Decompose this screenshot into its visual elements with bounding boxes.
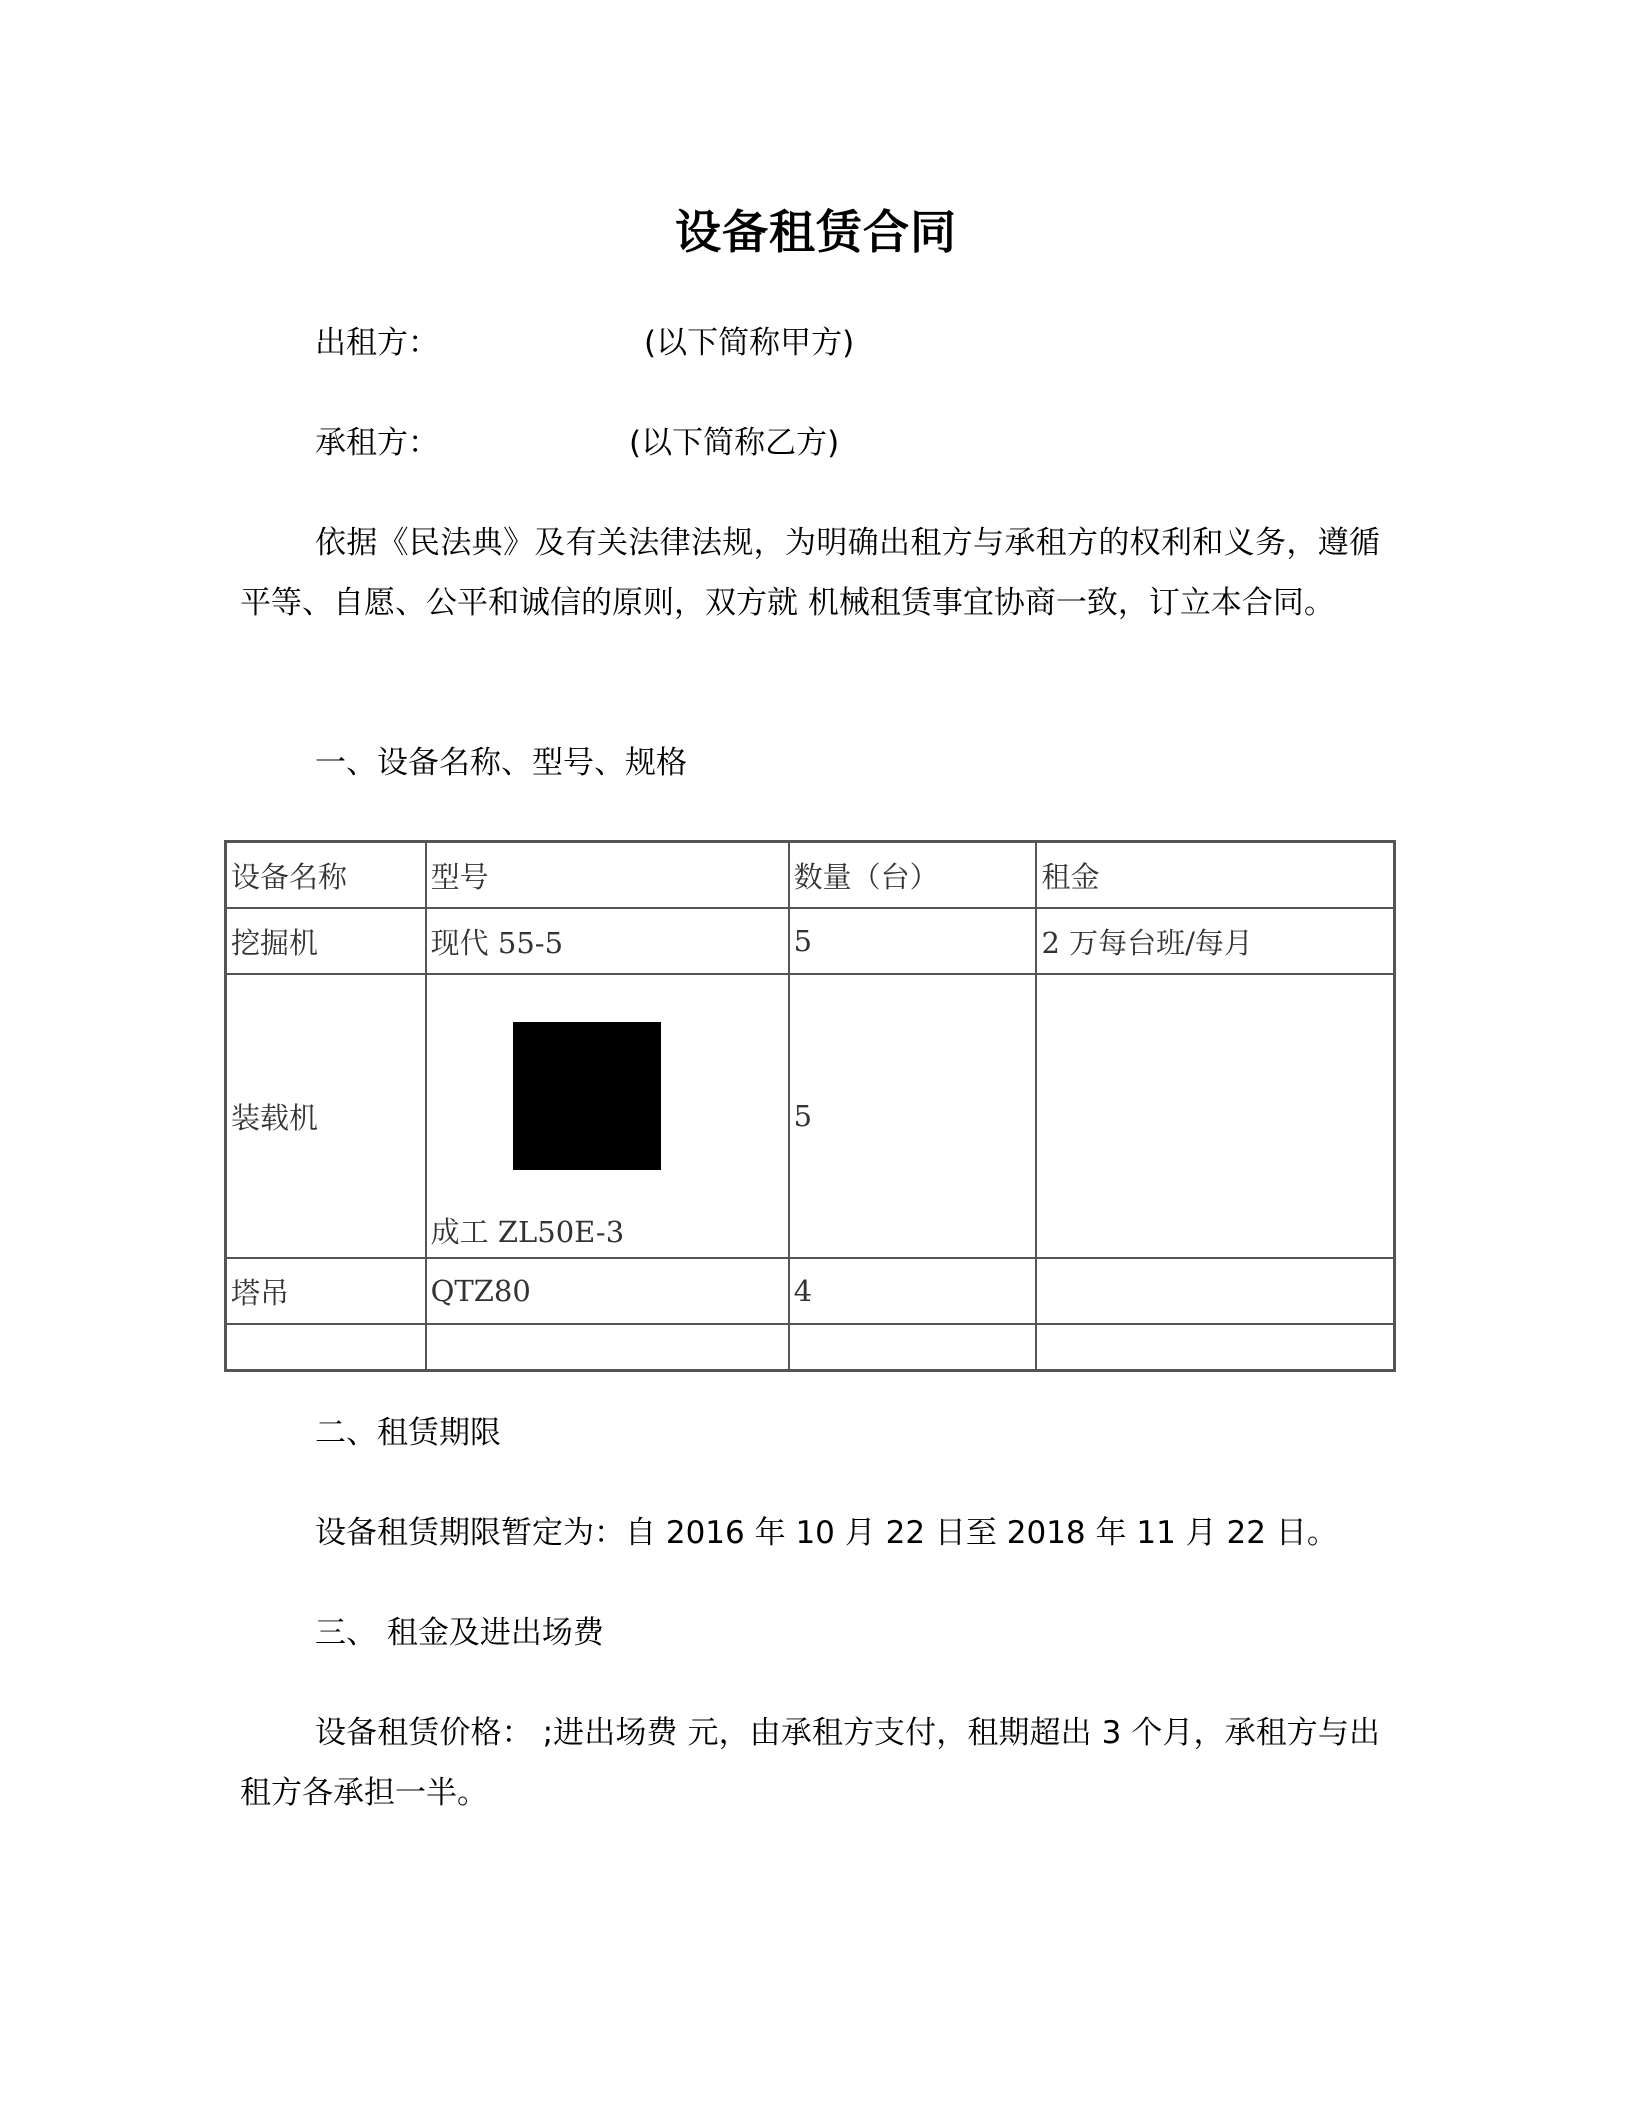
- table-row: [226, 974, 1395, 1258]
- equipment-table: [224, 840, 1396, 1372]
- table-cell: QTZ80: [426, 1258, 789, 1324]
- table-cell: 塔吊: [226, 1258, 426, 1324]
- table-header-cell: 型号: [426, 842, 789, 909]
- table-row: [226, 1324, 1395, 1371]
- table-cell: 现代 55-5: [426, 908, 789, 974]
- table-cell: 装载机: [226, 974, 426, 1258]
- redaction-block: [513, 1022, 661, 1170]
- lessee-label: 承租方：: [315, 425, 439, 461]
- table-header-cell: 设备名称: [226, 842, 426, 909]
- table-header-cell: 租金: [1036, 842, 1394, 909]
- table-cell: [1036, 1324, 1394, 1371]
- lessee-note: (以下简称乙方): [629, 425, 840, 461]
- section-3-heading: 三、 租金及进出场费: [315, 1615, 604, 1651]
- section-2-heading: 二、租赁期限: [315, 1415, 501, 1451]
- table-header-row: [226, 842, 1395, 909]
- table-cell: 5: [789, 974, 1037, 1258]
- table-cell: 4: [789, 1258, 1037, 1324]
- table-cell: [426, 1324, 789, 1371]
- lessee-line: [315, 413, 839, 473]
- section-1-heading: 一、设备名称、型号、规格: [315, 745, 687, 781]
- lessor-note: (以下简称甲方): [644, 325, 855, 361]
- table-cell: 5: [789, 908, 1037, 974]
- table-cell: [789, 1324, 1037, 1371]
- lessor-label: 出租方：: [315, 325, 439, 361]
- section-2-text: 设备租赁期限暂定为：自 2016 年 10 月 22 日至 2018 年 11 月 22 日。: [315, 1515, 1338, 1551]
- intro-paragraph: 依据《民法典》及有关法律法规，为明确出租方与承租方的权利和义务，遵循平等、自愿、公平和诚信的原则，双方就 机械租赁事宜协商一致，订立本合同。: [240, 525, 1380, 621]
- document-title: 设备租赁合同: [675, 205, 957, 259]
- table-cell: [1036, 974, 1394, 1258]
- table-cell-with-redaction: [426, 974, 789, 1258]
- table-header-cell: 数量（台）: [789, 842, 1037, 909]
- section-3-text: 设备租赁价格： ;进出场费 元，由承租方支付，租期超出 3 个月，承租方与出租方各承担一半。: [240, 1715, 1380, 1811]
- table-row: [226, 908, 1395, 974]
- table-cell: 挖掘机: [226, 908, 426, 974]
- table-cell: 2 万每台班/每月: [1036, 908, 1394, 974]
- lessor-line: [315, 313, 854, 373]
- table-cell-text: 成工 ZL50E-3: [430, 1215, 625, 1249]
- table-row: [226, 1258, 1395, 1324]
- table-cell: [1036, 1258, 1394, 1324]
- table-cell: [226, 1324, 426, 1371]
